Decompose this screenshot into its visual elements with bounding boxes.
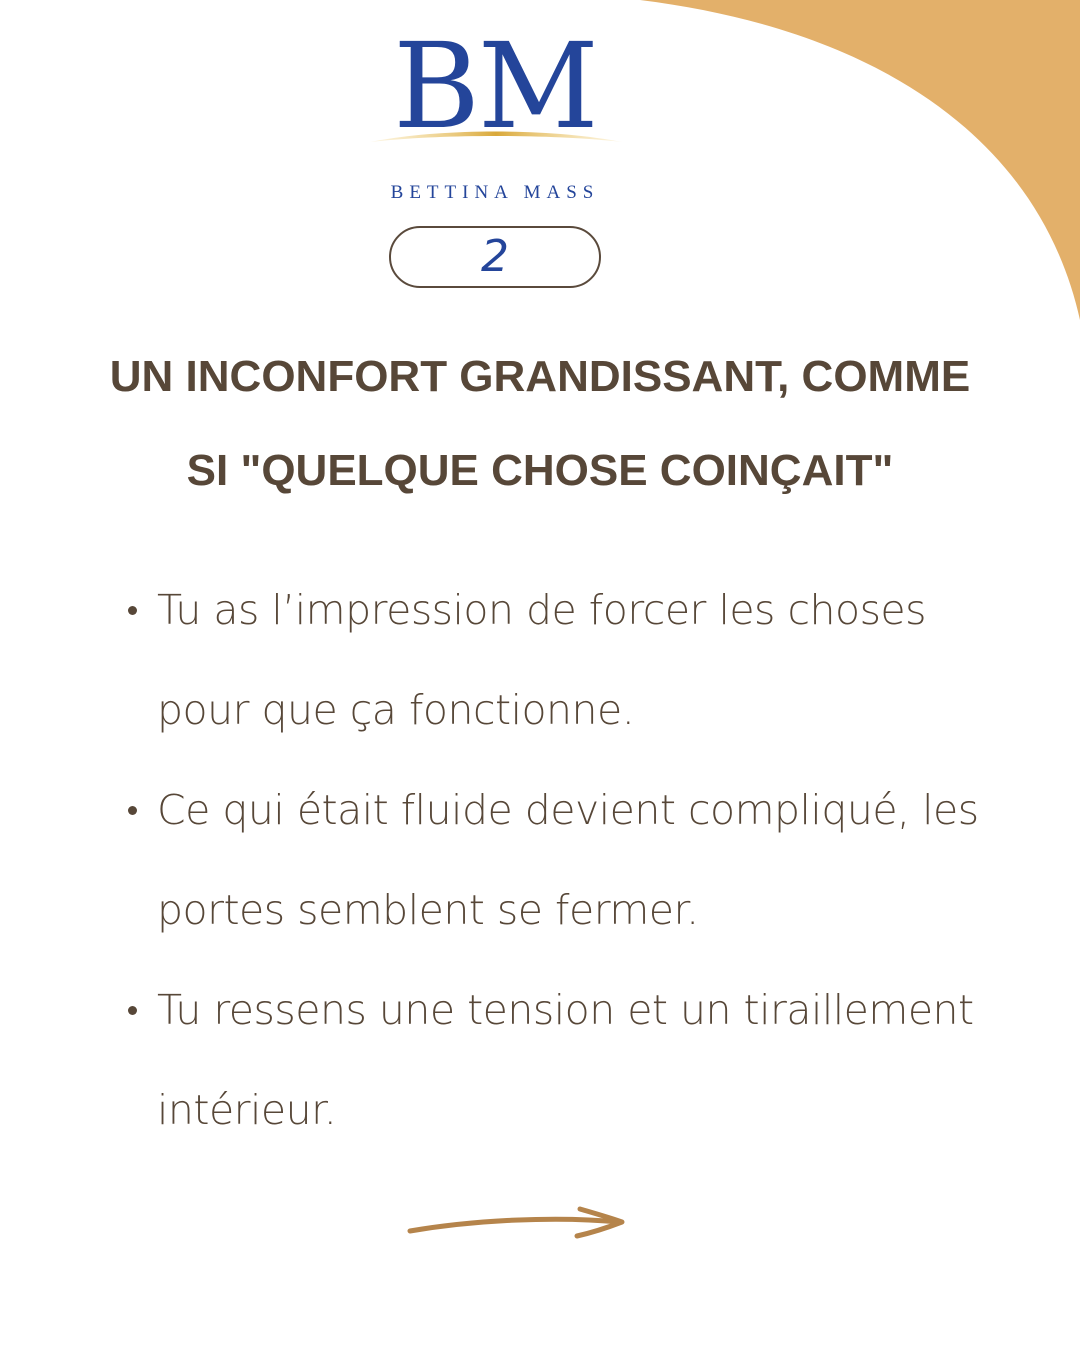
bullet-text-line: pour que ça fonctionne. xyxy=(157,686,635,734)
bullet-dot-icon xyxy=(128,806,137,815)
bullet-text-line: portes semblent se fermer. xyxy=(157,886,699,934)
bullet-text-line: Ce qui était fluide devient compliqué, les xyxy=(157,786,979,834)
logo-monogram: BM xyxy=(393,17,597,155)
headline-line-1: UN INCONFORT GRANDISSANT, COMME xyxy=(109,352,971,401)
bullet-list xyxy=(120,560,1020,1160)
bullet-text-line: Tu as l’impression de forcer les choses xyxy=(157,586,927,634)
bullet-text-line: Tu ressens une tension et un tiraillement xyxy=(157,986,974,1034)
arrow-right-icon[interactable] xyxy=(405,1200,635,1250)
bullet-item xyxy=(120,760,1020,960)
headline xyxy=(40,330,1040,518)
logo-swoosh-icon xyxy=(360,126,630,150)
slide-number: 2 xyxy=(481,231,509,282)
logo-wordmark: BETTINA MASS xyxy=(390,182,600,203)
bettina-mass-logo xyxy=(360,17,630,203)
bullet-text-line: intérieur. xyxy=(157,1086,337,1134)
bullet-dot-icon xyxy=(128,606,137,615)
bullet-item xyxy=(120,960,1020,1160)
headline-line-2: SI "QUELQUE CHOSE COINÇAIT" xyxy=(186,446,894,495)
bullet-item xyxy=(120,560,1020,760)
bullet-dot-icon xyxy=(128,1006,137,1015)
slide-number-badge xyxy=(389,226,601,288)
